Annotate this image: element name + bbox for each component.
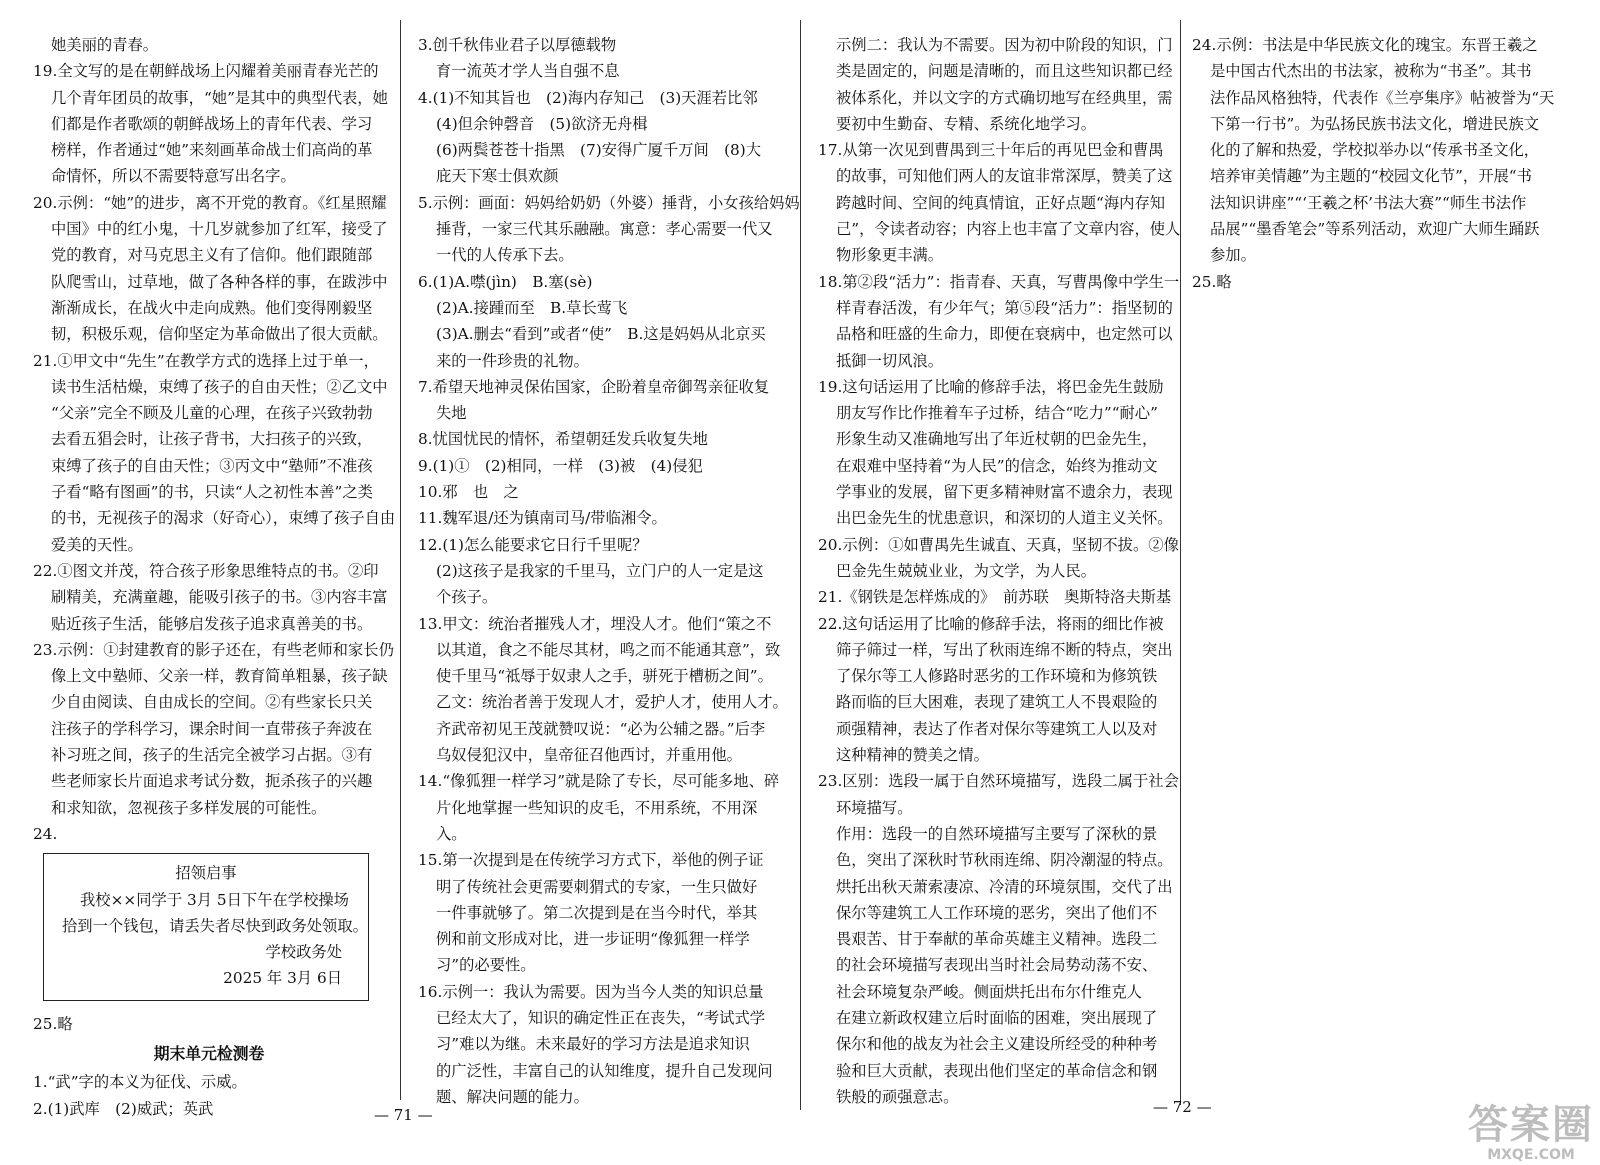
- text-line: 19.全文写的是在朝鲜战场上闪耀着美丽青春光芒的: [33, 62, 379, 81]
- text-line: 像上文中塾师、父亲一样，教育简单粗暴，孩子缺: [51, 667, 388, 686]
- text-line: 1.“武”字的本义为征伐、示威。: [33, 1073, 247, 1092]
- text-line: “父亲”完全不顾及儿童的心理，在孩子兴致勃勃: [51, 404, 373, 423]
- text-line: 类是固定的，问题是清晰的，而且这些知识都已经: [836, 62, 1173, 81]
- text-line: 了保尔等工人修路时恶劣的工作环境和为修筑铁: [836, 667, 1158, 686]
- text-line: 路而临的巨大困难，表现了建筑工人不畏艰险的: [836, 693, 1158, 712]
- text-line: 些老师家长片面追求考试分数，扼杀孩子的兴趣: [51, 772, 373, 791]
- text-line: 和求知欲，忽视孩子多样发展的可能性。: [51, 798, 327, 817]
- column-1-after-notice: [33, 1011, 385, 1037]
- text-line: 们都是作者歌颂的朝鲜战场上的青年代表、学习: [51, 114, 373, 133]
- text-line: 验和巨大贡献，表现出他们坚定的革命信念和钢: [836, 1061, 1158, 1080]
- text-line: 的社会环境描写表现出当时社会局势动荡不安、: [836, 956, 1158, 975]
- text-line: 她美丽的青春。: [51, 36, 159, 54]
- text-line: 抵御一切风浪。: [836, 351, 944, 370]
- text-line: 榜样，作者通过“她”来刻画革命战士们高尚的革: [51, 141, 373, 160]
- text-line: 育一流英才学人当自强不息: [436, 62, 620, 81]
- text-line: 24.示例：书法是中华民族文化的瑰宝。东晋王羲之: [1192, 36, 1538, 54]
- text-line: 个孩子。: [436, 588, 498, 607]
- page-number-left: — 71 —: [374, 1106, 433, 1124]
- text-line: 束缚了孩子的自由天性；③丙文中“塾师”不准孩: [51, 456, 373, 475]
- text-line: 来的一件珍贵的礼物。: [436, 351, 589, 370]
- notice-title: 招领启事: [175, 864, 237, 883]
- text-line: (2)A.接踵而至 B.草长莺飞: [436, 298, 628, 317]
- text-line: 法作品风格独特，代表作《兰亭集序》帖被誉为“天: [1210, 88, 1555, 107]
- text-line: 失地: [436, 404, 467, 423]
- text-line: 16.示例一：我认为需要。因为当今人类的知识总量: [418, 982, 764, 1001]
- column-4: [1192, 32, 1572, 295]
- text-line: 4.(1)不知其旨也 (2)海内存知己 (3)天涯若比邻: [418, 88, 758, 107]
- column-divider-2: [800, 20, 801, 1110]
- text-line: 示例二：我认为不需要。因为初中阶段的知识，门: [836, 36, 1173, 54]
- text-line: 作用：选段一的自然环境描写主要写了深秋的景: [836, 824, 1158, 843]
- column-divider-1: [400, 20, 401, 1100]
- text-line: 少自由阅读、自由成长的空间。②有些家长只关: [51, 693, 373, 712]
- text-line: 筛子筛过一样，写出了秋雨连绵不断的特点，突出: [836, 640, 1173, 659]
- text-line: 的广泛性，丰富自己的认知维度，提升自己发现问: [436, 1061, 773, 1080]
- text-line: (6)两鬓苍苍十指黑 (7)安得广厦千万间 (8)大: [436, 141, 762, 160]
- text-line: 19.这句话运用了比喻的修辞手法，将巴金先生鼓励: [818, 377, 1164, 396]
- text-line: 13.甲文：统治者摧残人才，埋没人才。他们“策之不: [418, 614, 772, 633]
- watermark-logo: [1466, 1103, 1596, 1163]
- text-line: 24.: [33, 824, 58, 843]
- column-3-lines: [818, 32, 1181, 1110]
- text-line: 一件事就够了。第二次提到是在当今时代，举其: [436, 903, 758, 922]
- text-line: 12.(1)怎么能要求它日行千里呢？: [418, 535, 648, 554]
- text-line: 题、解决问题的能力。: [436, 1087, 589, 1106]
- text-line: 品展”“墨香笔会”等系列活动，欢迎广大师生踊跃: [1210, 220, 1540, 239]
- notice-line-1: 我校××同学于 3月 5日下午在学校操场: [80, 890, 349, 909]
- text-line: 社会环境复杂严峻。侧面烘托出布尔什维克人: [836, 982, 1142, 1001]
- text-line: (2)这孩子是我家的千里马，立门户的人一定是这: [436, 561, 764, 580]
- text-line: 21.《钢铁是怎样炼成的》 前苏联 奥斯特洛夫斯基: [818, 588, 1172, 607]
- text-line: 的书，无视孩子的渴求（好奇心），束缚了孩子自由: [51, 509, 396, 528]
- text-line: 爱美的天性。: [51, 535, 143, 554]
- text-line: 命情怀，所以不需要特意写出名字。: [51, 167, 296, 186]
- text-line: 巴金先生兢兢业业，为文学，为人民。: [836, 561, 1097, 580]
- notice-line-2: 拾到一个钱包，请丢失者尽快到政务处领取。: [62, 916, 368, 935]
- text-line: 3.创千秋伟业君子以厚德载物: [418, 36, 617, 54]
- text-line: 形象生动又准确地写出了年近杖朝的巴金先生，: [836, 430, 1158, 449]
- text-line: 物形象更丰满。: [836, 246, 944, 265]
- text-line: 乙文：统治者善于发现人才，爱护人才，使用人才。: [436, 693, 788, 712]
- text-line: 韧，积极乐观，信仰坚定为革命做出了很大贡献。: [51, 325, 388, 344]
- text-line: 14.“像狐狸一样学习”就是除了专长，尽可能多地、碎: [418, 772, 780, 791]
- text-line: 子看“略有图画”的书，只读“人之初性本善”之类: [51, 483, 373, 502]
- column-3: [818, 32, 1181, 1110]
- text-line: 已经太大了，知识的确定性正在丧失，“考试式学: [436, 1008, 766, 1027]
- text-line: 习”难以为继。未来最好的学习方法是追求知识: [436, 1035, 750, 1054]
- text-line: 己”，令读者动容；内容上也丰富了文章内容，使人: [836, 220, 1181, 239]
- text-line: 中国》中的红小鬼，十几岁就参加了红军，接受了: [51, 220, 388, 239]
- text-line: 被体系化，并以文字的方式确切地写在经典里，需: [836, 88, 1173, 107]
- page-number-right: — 72 —: [1153, 1098, 1212, 1116]
- text-line: 培养审美情趣”为主题的“校园文化节”，开展“书: [1210, 167, 1532, 186]
- text-line: 渐渐成长，在战火中走向成熟。他们变得刚毅坚: [51, 298, 373, 317]
- text-line: (4)但余钟磬音 (5)欲济无舟楫: [436, 114, 648, 133]
- text-line: 11.魏军退/还为镇南司马/带临湘令。: [418, 509, 667, 528]
- text-line: 21.①甲文中“先生”在教学方式的选择上过于单一，: [33, 351, 379, 370]
- text-line: 读书生活枯燥，束缚了孩子的自由天性；②乙文中: [51, 377, 388, 396]
- text-line: 齐武帝初见王茂就赞叹说：“必为公辅之器。”后李: [436, 719, 766, 738]
- text-line: 去看五猖会时，让孩子背书，大扫孩子的兴致，: [51, 430, 373, 449]
- text-line: 8.忧国忧民的情怀，希望朝廷发兵收复失地: [418, 430, 708, 449]
- text-line: 环境描写。: [836, 798, 913, 817]
- text-line: 使千里马“祗辱于奴隶人之手，骈死于槽枥之间”。: [436, 667, 773, 686]
- text-line: 明了传统社会更需要刺猬式的专家，一生只做好: [436, 877, 758, 896]
- text-line: 几个青年团员的故事，“她”是其中的典型代表，她: [51, 88, 388, 107]
- text-line: 铁般的顽强意志。: [836, 1087, 959, 1106]
- text-line: 补习班之间，孩子的生活完全被学习占据。③有: [51, 746, 373, 765]
- text-line: 20.示例：“她”的进步，离不开党的教育。《红星照耀: [33, 193, 387, 212]
- text-line: 9.(1)① (2)相同，一样 (3)被 (4)侵犯: [418, 456, 703, 475]
- text-line: 要初中生勤奋、专精、系统化地学习。: [836, 114, 1097, 133]
- text-line: 这种精神的赞美之情。: [836, 746, 989, 765]
- text-line: 下第一行书”。为弘扬民族书法文化，增进民族文: [1210, 114, 1540, 133]
- column-1: [33, 32, 396, 1122]
- text-line: 是中国古代杰出的书法家，被称为“书圣”。其书: [1210, 62, 1532, 81]
- text-line: 庇天下寒士俱欢颜: [436, 167, 559, 186]
- column-1-lines: [33, 32, 396, 847]
- text-line: 习”的必要性。: [436, 956, 536, 975]
- text-line: 顽强精神，表达了作者对保尔等建筑工人以及对: [836, 719, 1158, 738]
- text-line: 6.(1)A.噤(jìn) B.塞(sè): [418, 272, 593, 291]
- text-line: 以其道，食之不能尽其材，鸣之而不能通其意”，致: [436, 640, 781, 659]
- text-line: 朋友写作比作推着车子过桥，结合“吃力”“耐心”: [836, 404, 1158, 423]
- text-line: 23.示例：①封建教育的影子还在，有些老师和家长仍: [33, 640, 394, 659]
- text-line: 23.区别：选段一属于自然环境描写，选段二属于社会: [818, 772, 1179, 791]
- text-line: 队爬雪山，过草地，做了各种各样的事，在跋涉中: [51, 272, 388, 291]
- text-line: 跨越时间、空间的纯真情谊，正好点题“海内存知: [836, 193, 1166, 212]
- text-line: 入。: [436, 824, 467, 843]
- text-line: 15.第一次提到是在传统学习方式下，举他的例子证: [418, 851, 764, 870]
- text-line: 7.希望天地神灵保佑国家，企盼着皇帝御驾亲征收复: [418, 377, 770, 396]
- text-line: 参加。: [1210, 246, 1256, 265]
- column-1-end: [33, 1069, 385, 1122]
- text-line: 刷精美，充满童趣，能吸引孩子的书。③内容丰富: [51, 588, 388, 607]
- lost-found-notice: [43, 853, 369, 1000]
- text-line: 样青春活泼，有少年气；第⑤段“活力”：指坚韧的: [836, 298, 1173, 317]
- text-line: 一代的人传承下去。: [436, 246, 574, 265]
- text-line: 品格和旺盛的生命力，即便在衰病中，也定然可以: [836, 325, 1173, 344]
- text-line: 在建立新政权建立后时面临的困难，突出展现了: [836, 1008, 1158, 1027]
- text-line: 片化地掌握一些知识的皮毛，不用系统，不用深: [436, 798, 758, 817]
- notice-signer: 学校政务处: [265, 943, 342, 962]
- text-line: (3)A.删去“看到”或者“使” B.这是妈妈从北京买: [436, 325, 766, 344]
- text-line: 保尔等建筑工人工作环境的恶劣，突出了他们不: [836, 903, 1158, 922]
- notice-date: 2025 年 3月 6日: [223, 969, 342, 988]
- text-line: 20.示例：①如曹禺先生诚直、天真，坚韧不拔。②像: [818, 535, 1179, 554]
- column-divider-3: [1180, 20, 1181, 1105]
- section-title: 期末单元检测卷: [153, 1043, 265, 1063]
- watermark-url: MXQE.COM: [1487, 1147, 1575, 1163]
- text-line: 化的了解和热爱，学校拟举办以“传承书圣文化，: [1210, 141, 1540, 160]
- text-line: 乌奴侵犯汉中，皇帝征召他西讨，并重用他。: [436, 746, 742, 765]
- column-2-lines: [418, 32, 800, 1110]
- text-line: 的故事，可知他们两人的友谊非常深厚，赞美了这: [836, 167, 1173, 186]
- column-2: [418, 32, 800, 1110]
- text-line: 法知识讲座”“‘王羲之杯’书法大赛”“师生书法作: [1210, 193, 1527, 212]
- text-line: 在艰难中坚持着“为人民”的信念，始终为推动文: [836, 456, 1158, 475]
- text-line: 学事业的发展，留下更多精神财富不遗余力，表现: [836, 483, 1173, 502]
- text-line: 畏艰苦、甘于奉献的革命英雄主义精神。选段二: [836, 930, 1158, 949]
- text-line: 17.从第一次见到曹禺到三十年后的再见巴金和曹禺: [818, 141, 1164, 160]
- column-4-lines: [1192, 32, 1572, 295]
- text-line: 保尔和他的战友为社会主义建设所经受的种种考: [836, 1035, 1158, 1054]
- text-line: 色，突出了深秋时节秋雨连绵、阴冷潮湿的特点。: [836, 851, 1173, 870]
- text-line: 10.邪 也 之: [418, 483, 519, 502]
- text-line: 25.略: [33, 1014, 73, 1033]
- text-line: 5.示例：画面：妈妈给奶奶（外婆）捶背，小女孩给妈妈: [418, 193, 800, 212]
- text-line: 2.(1)武库 (2)威武；英武: [33, 1099, 214, 1118]
- watermark-text: 答案圈: [1468, 1102, 1594, 1148]
- text-line: 25.略: [1192, 272, 1232, 291]
- text-line: 贴近孩子生活，能够启发孩子追求真善美的书。: [51, 614, 373, 633]
- text-line: 捶背，一家三代其乐融融。寓意：孝心需要一代又: [436, 220, 773, 239]
- text-line: 18.第②段“活力”：指青春、天真，写曹禺像中学生一: [818, 272, 1180, 291]
- text-line: 22.这句话运用了比喻的修辞手法，将雨的细比作被: [818, 614, 1164, 633]
- text-line: 22.①图文并茂，符合孩子形象思维特点的书。②印: [33, 561, 379, 580]
- text-line: 注孩子的学科学习，课余时间一直带孩子奔波在: [51, 719, 373, 738]
- text-line: 烘托出秋天萧索凄凉、冷清的环境氛围，交代了出: [836, 877, 1173, 896]
- text-line: 例和前文形成对比，进一步证明“像狐狸一样学: [436, 930, 750, 949]
- text-line: 出巴金先生的忧患意识，和深切的人道主义关怀。: [836, 509, 1173, 528]
- text-line: 党的教育，对马克思主义有了信仰。他们跟随部: [51, 246, 373, 265]
